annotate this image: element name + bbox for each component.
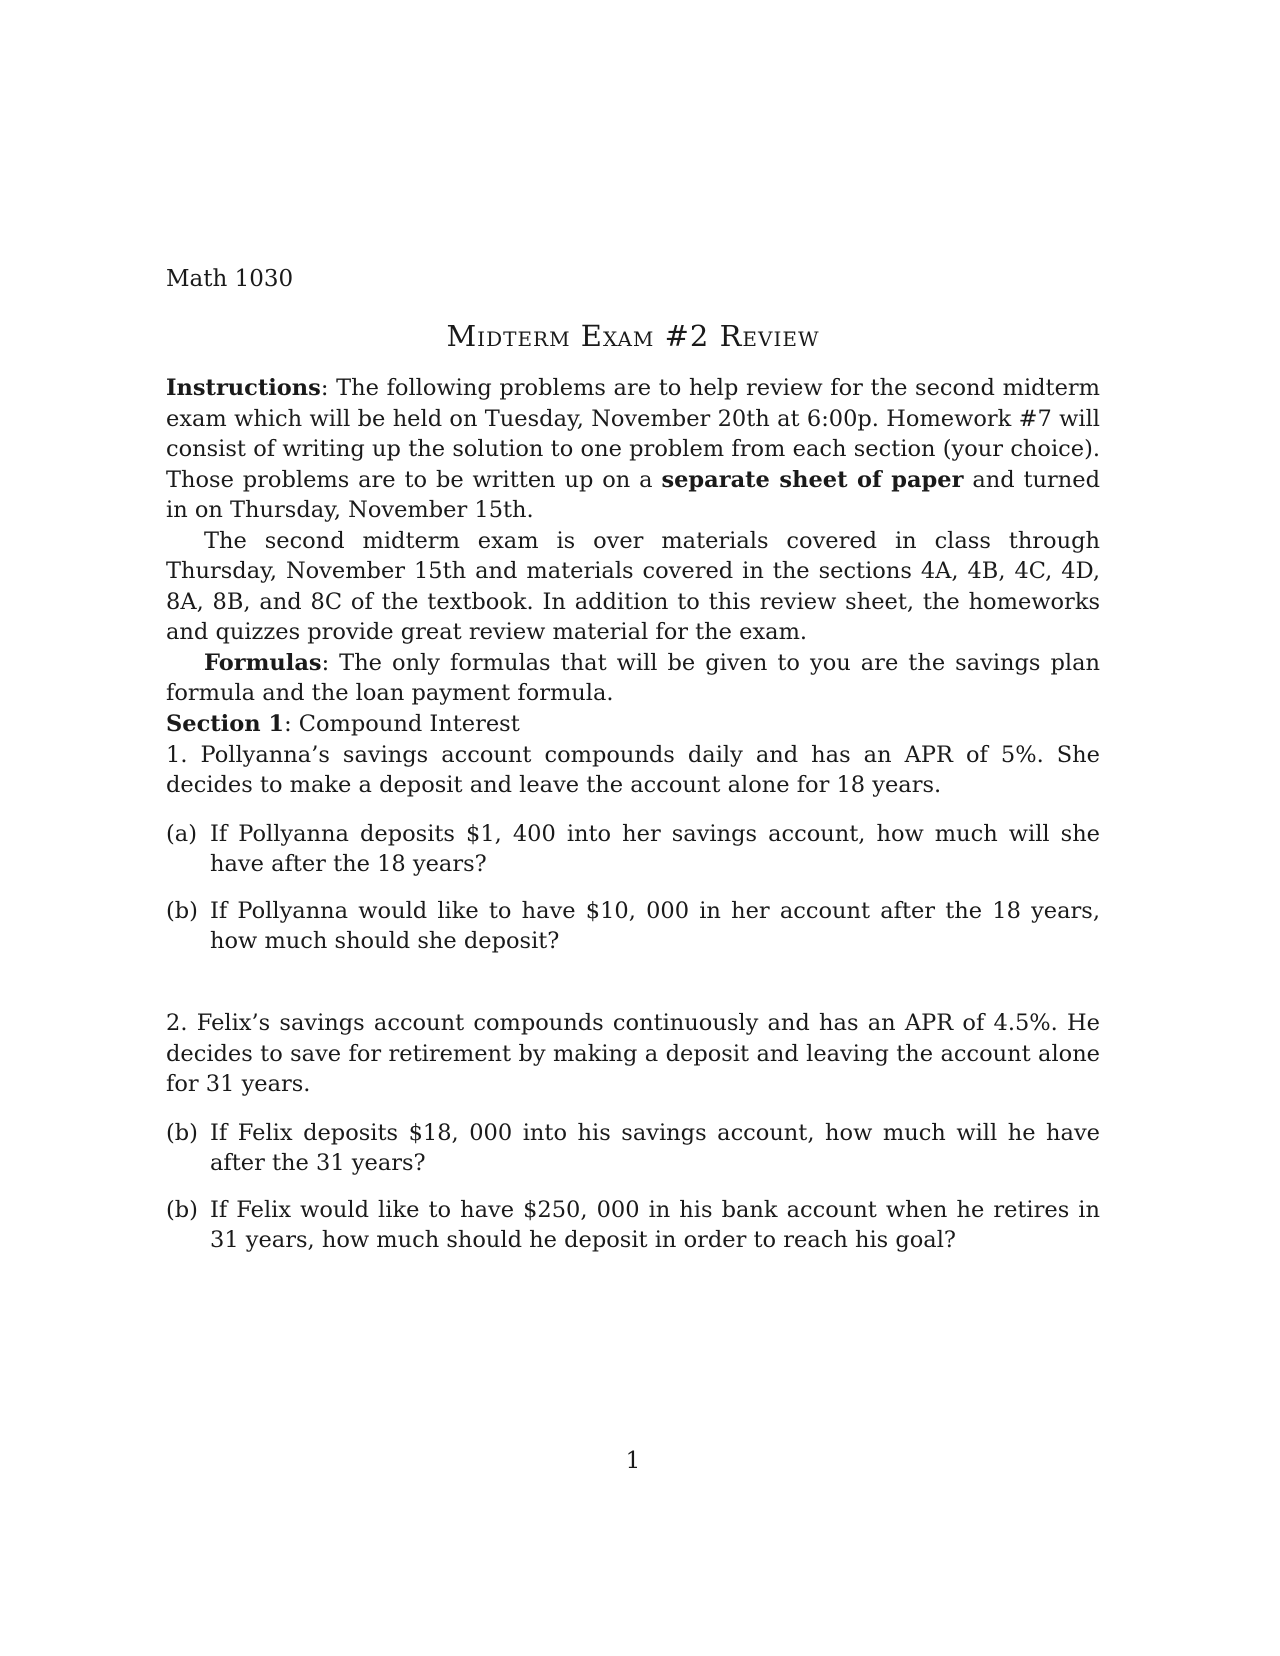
section-title: : Compound Interest — [284, 711, 520, 737]
problem-2-part-2 — [166, 1195, 1100, 1256]
instructions-text-1: : The following problems are to help review for the second midterm exam which will be held on Tuesday, November 20th at 6:00p. Homework #7 will consist of writing up the solution to one problem from each section (your choice). Those problems are to be written up on a — [166, 375, 1100, 493]
instructions-label: Instructions — [166, 375, 321, 401]
instructions-bold-phrase: separate sheet of paper — [661, 466, 964, 493]
problem-2-part-1 — [166, 1118, 1100, 1179]
part-label: (b) — [166, 1119, 198, 1146]
problem-1-part-b — [166, 896, 1100, 957]
part-text: If Felix would like to have $250, 000 in his bank account when he retires in 31 years, how much should he deposit in order to reach his goal? — [210, 1196, 1100, 1253]
section-heading — [166, 709, 1100, 740]
instructions-text-2: and turned in on Thursday, November 15th. — [166, 466, 1101, 523]
exam-coverage-paragraph: The second midterm exam is over materials covered in class through Thursday, November 15th and materials covered in the sections 4A, 4B, 4C, 4D, 8A, 8B, and 8C of the textbook. In addition to this review sheet, the homeworks and quizzes provide great review material for the exam. — [166, 527, 1100, 645]
problem-2-intro: 2. Felix’s savings account compounds continuously and has an APR of 4.5%. He decides to save for retirement by making a deposit and leaving the account alone for 31 years. — [166, 1010, 1100, 1097]
section-label: Section 1 — [166, 711, 285, 737]
instructions-paragraph — [166, 373, 1100, 526]
formulas-paragraph — [166, 648, 1100, 709]
part-text: If Felix deposits $18, 000 into his savings account, how much will he have after the 31 years? — [210, 1119, 1100, 1176]
formulas-text: : The only formulas that will be given to you are the savings plan formula and the loan payment formula. — [166, 649, 1100, 706]
problem-1-part-a — [166, 819, 1100, 880]
part-text: If Pollyanna would like to have $10, 000 in her account after the 18 years, how much should she deposit? — [210, 897, 1100, 954]
part-label: (b) — [166, 897, 198, 924]
problem-1-intro: 1. Pollyanna’s savings account compounds daily and has an APR of 5%. She decides to make a deposit and leave the account alone for 18 years. — [166, 741, 1100, 798]
section-1 — [166, 709, 1100, 957]
course-name: Math 1030 — [166, 266, 294, 292]
part-text: If Pollyanna deposits $1, 400 into her savings account, how much will she have after the 18 years? — [210, 820, 1100, 877]
problem-2 — [166, 1008, 1100, 1256]
part-label: (a) — [166, 820, 197, 847]
instructions-block — [166, 373, 1100, 709]
formulas-label: Formulas — [204, 649, 322, 676]
part-label: (b) — [166, 1196, 198, 1223]
page-title: Midterm Exam #2 Review — [446, 319, 820, 353]
page-number: 1 — [625, 1448, 641, 1474]
